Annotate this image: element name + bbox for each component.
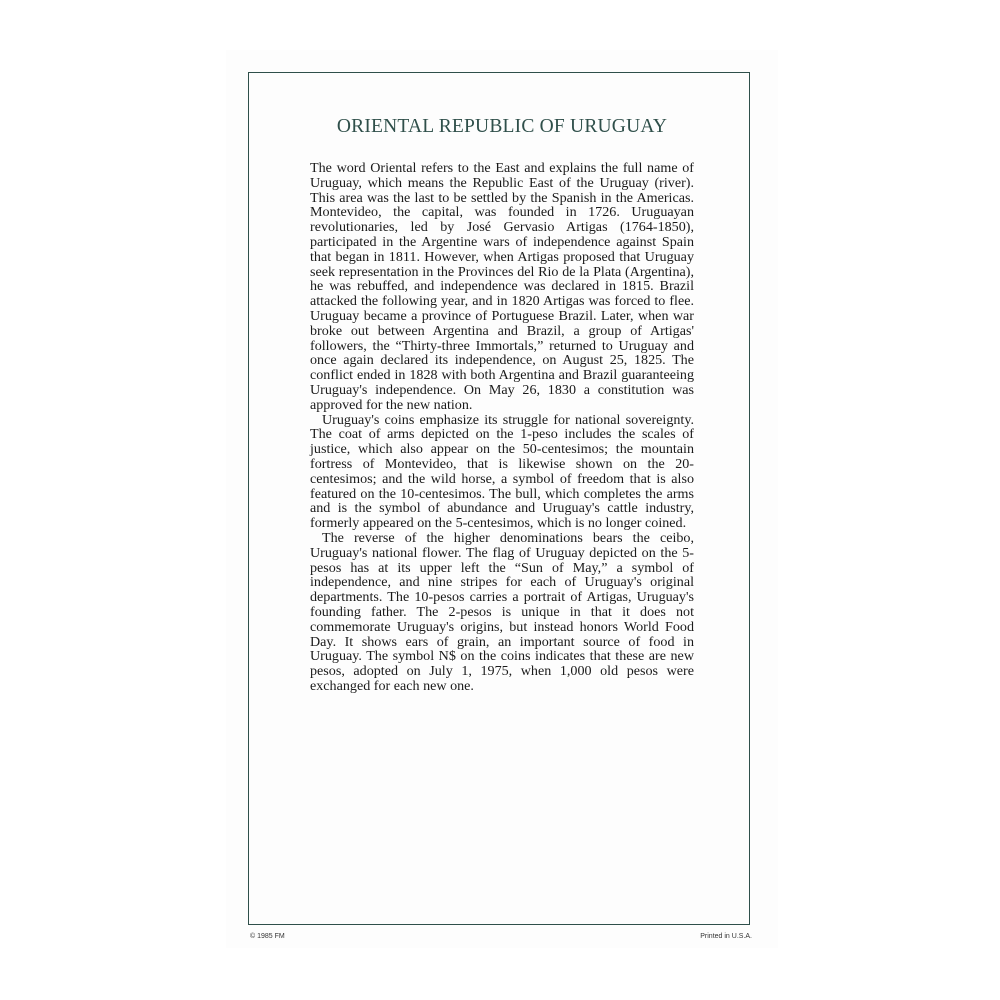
paragraph-history: The word Oriental refers to the East and explains the full name of Uruguay, which means the Republic East of the Uruguay (river). This area was the last to be settled by the Spanish in the Americas. Montevideo, the capital, was founded in 1726. Uruguayan revolutionaries, led by José Gervasio Artigas (1764-1850), participated in the Argentine wars of independence against Spain that began in 1811. However, when Artigas proposed that Uruguay seek representation in the Provinces del Rio de la Plata (Argentina), he was rebuffed, and independence was declared in 1815. Brazil attacked the following year, and in 1820 Artigas was forced to flee. Uruguay became a province of Portuguese Brazil. Later, when war broke out between Argentina and Brazil, a group of Artigas' followers, the “Thirty-three Immortals,” returned to Uruguay and once again declared its independence, on August 25, 1825. The conflict ended in 1828 with both Argentina and Brazil guaranteeing Uruguay's independence. On May 26, 1830 a constitution was approved for the new nation. [310,160,694,413]
paragraph-reverse: The reverse of the higher denominations bears the ceibo, Uruguay's national flower. The flag of Uruguay depicted on the 5-pesos has at its upper left the “Sun of May,” a symbol of independence, and nine stripes for each of Uruguay's original departments. The 10-pesos carries a portrait of Artigas, Uruguay's founding father. The 2-pesos is unique in that it does not commemorate Uruguay's origins, but instead honors World Food Day. It shows ears of grain, an important source of food in Uruguay. The symbol N$ on the coins indicates that these are new pesos, adopted on July 1, 1975, when 1,000 old pesos were exchanged for each new one. [310,529,694,694]
page-title: ORIENTAL REPUBLIC OF URUGUAY [336,116,668,137]
printed-notice: Printed in U.S.A. [700,933,752,940]
document-page [226,50,778,948]
paragraph-coins: Uruguay's coins emphasize its struggle for national sovereignty. The coat of arms depicted on the 1-peso includes the scales of justice, which also appear on the 50-centesimos; the mountain fortress of Montevideo, that is likewise shown on the 20-centesimos; and the wild horse, a symbol of freedom that is also featured on the 10-centesimos. The bull, which completes the arms and is the symbol of abundance and Uruguay's cattle industry, formerly appeared on the 5-centesimos, which is no longer coined. [310,411,694,532]
copyright-notice: © 1985 FM [250,933,285,940]
body-text [310,161,694,694]
